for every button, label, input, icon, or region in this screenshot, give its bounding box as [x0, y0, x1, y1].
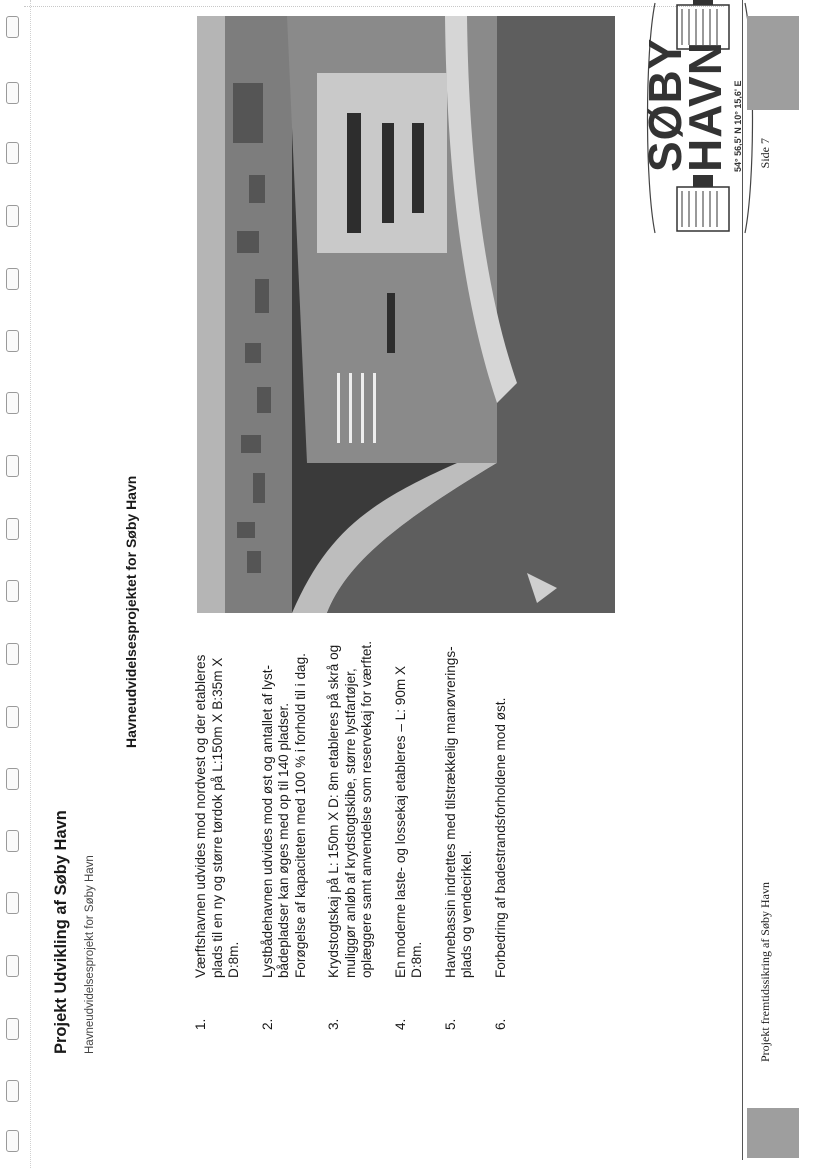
list-item-text: Værftshavnen udvides mod nordvest og der etableres plads til en ny og større tørdok på L:150m X B:35m X D:8m.	[193, 654, 241, 978]
footer-project-name: Projekt fremtidssikring af Søby Havn	[758, 882, 772, 1062]
logo-coordinates: 54° 56,5' N 10° 15,6' E	[733, 80, 743, 172]
harbour-rendering-image	[197, 16, 615, 613]
sky-haze	[197, 16, 225, 613]
list-item-text: Lystbådehavnen udvides mod øst og antallet af lyst- bådepladser kan øges med op til 140 pladser. Forøgelse af kapaciteten med 100 % i forhold til i dag.	[259, 653, 308, 978]
footer-divider	[742, 0, 743, 1160]
page-number: Side 7	[758, 138, 772, 169]
list-item-text: En moderne laste- og lossekaj etableres – L: 90m X D:8m.	[392, 665, 424, 978]
lighthouse-icon	[677, 175, 729, 231]
logo-wordmark	[639, 37, 731, 172]
list-item-text: Havnebassin indrettes med tilstrækkelig manøvrerings- plads og vendecirkel.	[442, 646, 474, 978]
page-subtitle: Havneudvidelsesprojekt for Søby Havn	[84, 855, 96, 1054]
logo-line-1: SØBY	[639, 37, 691, 172]
list-item-number: 2.	[259, 1018, 275, 1030]
logo-line-2: HAVN	[679, 41, 731, 172]
list-item-number: 1.	[193, 1018, 208, 1030]
list-item-number: 4.	[392, 1018, 408, 1030]
list-item-number: 5.	[442, 1018, 458, 1030]
footer-bar-right	[747, 16, 799, 110]
list-item-text: Krydstogtskaj på L: 150m X D: 8m etableres på skrå og muliggør anløb af krydstogtskibe, større lystfartøjer, oplæggere samt anvendelse som reservekaj for værftet.	[326, 641, 374, 978]
footer-bar-left	[747, 1108, 799, 1158]
list-item-text: Forbedring af badestrandsforholdene mod øst.	[492, 697, 508, 978]
section-heading: Havneudvidelsesprojektet for Søby Havn	[123, 475, 139, 748]
list-item-number: 6.	[492, 1018, 508, 1030]
list-item-number: 3.	[326, 1018, 341, 1030]
page-title: Projekt Udvikling af Søby Havn	[52, 810, 70, 1054]
